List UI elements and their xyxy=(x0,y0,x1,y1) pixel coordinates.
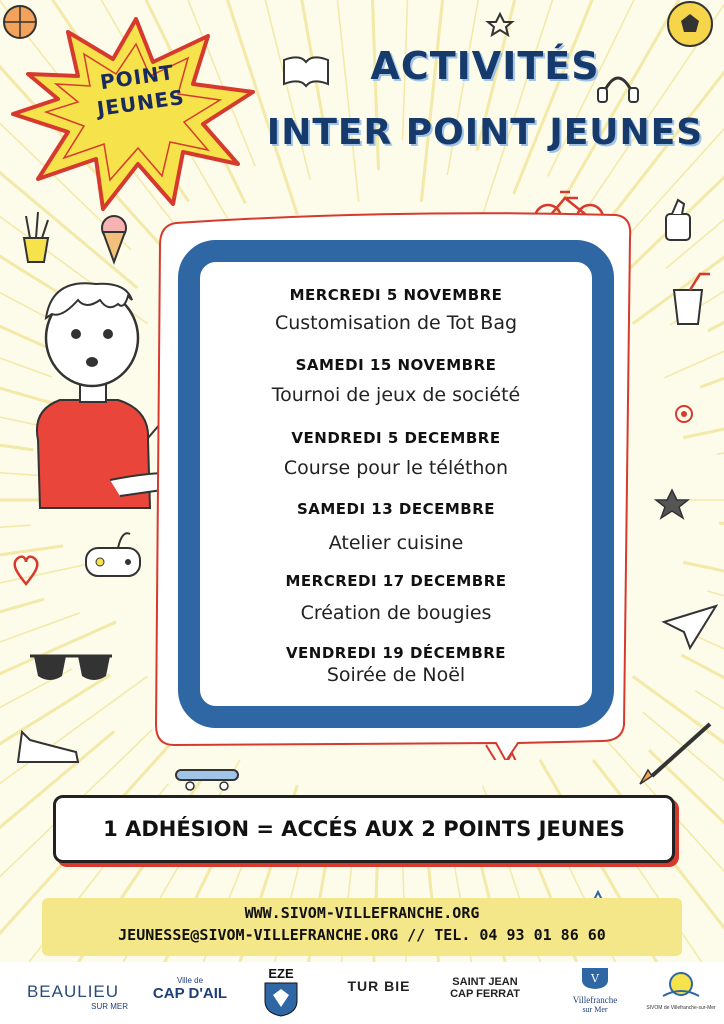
logo-saint-jean xyxy=(440,976,530,1000)
badge-line2: JEUNES xyxy=(95,84,187,121)
logo-eze-name: EZE xyxy=(268,966,294,981)
flower-icon xyxy=(676,406,692,422)
villefranche-crest-icon xyxy=(580,966,610,990)
headphones-icon xyxy=(598,78,638,102)
title-line1: ACTIVITÉS xyxy=(370,44,600,88)
logo-beaulieu-sub: SUR MER xyxy=(91,1002,128,1011)
logo-turbie-name: TUR BIE xyxy=(347,978,411,994)
paper-plane-icon xyxy=(664,606,716,648)
logo-cap-dail xyxy=(150,976,230,1002)
event-activity: Tournoi de jeux de société xyxy=(271,384,521,406)
logo-beaulieu-name: BEAULIEU xyxy=(26,982,120,1001)
sneaker-icon xyxy=(18,732,78,762)
logo-saint-jean-1: SAINT JEAN xyxy=(452,976,518,988)
event-date: VENDREDI 5 DECEMBRE xyxy=(291,429,501,447)
drink-cup-icon xyxy=(674,274,710,324)
event-date: MERCREDI 17 DECEMBRE xyxy=(285,572,507,590)
event-5 xyxy=(178,572,614,624)
event-3 xyxy=(178,429,614,479)
svg-text:V: V xyxy=(591,972,599,985)
logo-eze xyxy=(258,966,304,1022)
logo-sivom xyxy=(646,970,716,1011)
game-controller-icon xyxy=(86,533,140,576)
event-date: VENDREDI 19 DÉCEMBRE xyxy=(285,644,507,662)
event-date: SAMEDI 15 NOVEMBRE xyxy=(295,356,497,374)
event-activity: Création de bougies xyxy=(300,602,492,624)
star-filled-icon xyxy=(656,490,688,518)
badge-line1: POINT xyxy=(98,60,176,95)
email-phone-line: JEUNESSE@SIVOM-VILLEFRANCHE.ORG // TEL. 04 93 01 86 60 xyxy=(118,926,606,944)
logo-villefranche-1: Villefranche xyxy=(572,995,618,1005)
logo-saint-jean-2: CAP FERRAT xyxy=(450,988,520,1000)
title-line2: INTER POINT JEUNES xyxy=(266,112,704,153)
pencil-cup-icon xyxy=(24,212,48,262)
logo-sivom-name: SIVOM de Villefranche-sur-Mer xyxy=(646,1005,716,1011)
ice-cream-icon xyxy=(102,216,126,262)
logo-beaulieu xyxy=(18,982,128,1011)
soccer-ball-icon xyxy=(668,2,712,46)
logo-villefranche-2: sur Mer xyxy=(582,1005,608,1014)
event-4 xyxy=(178,500,614,554)
paintbrush-icon xyxy=(640,724,710,784)
adhesion-banner: 1 ADHÉSION = ACCÉS AUX 2 POINTS JEUNES xyxy=(53,795,675,863)
logo-capdail-top: Ville de xyxy=(176,976,204,985)
contact-strip xyxy=(42,898,682,956)
heart-icon xyxy=(15,557,38,584)
event-activity: Course pour le téléthon xyxy=(283,457,509,479)
event-date: MERCREDI 5 NOVEMBRE xyxy=(289,286,503,304)
sunglasses-icon xyxy=(30,656,112,680)
skateboard-icon xyxy=(176,770,238,790)
logo-capdail-name: CAP D'AIL xyxy=(152,985,228,1002)
logo-la-turbie xyxy=(344,978,414,994)
star-outline-icon xyxy=(488,14,512,35)
event-activity: Atelier cuisine xyxy=(328,532,464,554)
event-activity: Customisation de Tot Bag xyxy=(274,312,518,334)
event-activity: Soirée de Noël xyxy=(326,664,466,686)
event-date: SAMEDI 13 DECEMBRE xyxy=(296,500,496,518)
website-link[interactable]: WWW.SIVOM-VILLEFRANCHE.ORG xyxy=(244,904,480,922)
basketball-icon xyxy=(4,6,36,38)
event-1 xyxy=(178,286,614,334)
event-2 xyxy=(178,356,614,406)
eze-crest-icon xyxy=(261,981,301,1017)
logo-villefranche xyxy=(560,966,630,1014)
thumbs-up-icon xyxy=(666,200,690,240)
partner-logos xyxy=(0,962,724,1024)
event-6 xyxy=(178,644,614,686)
book-icon xyxy=(284,57,328,86)
sivom-sun-icon xyxy=(659,970,703,1000)
